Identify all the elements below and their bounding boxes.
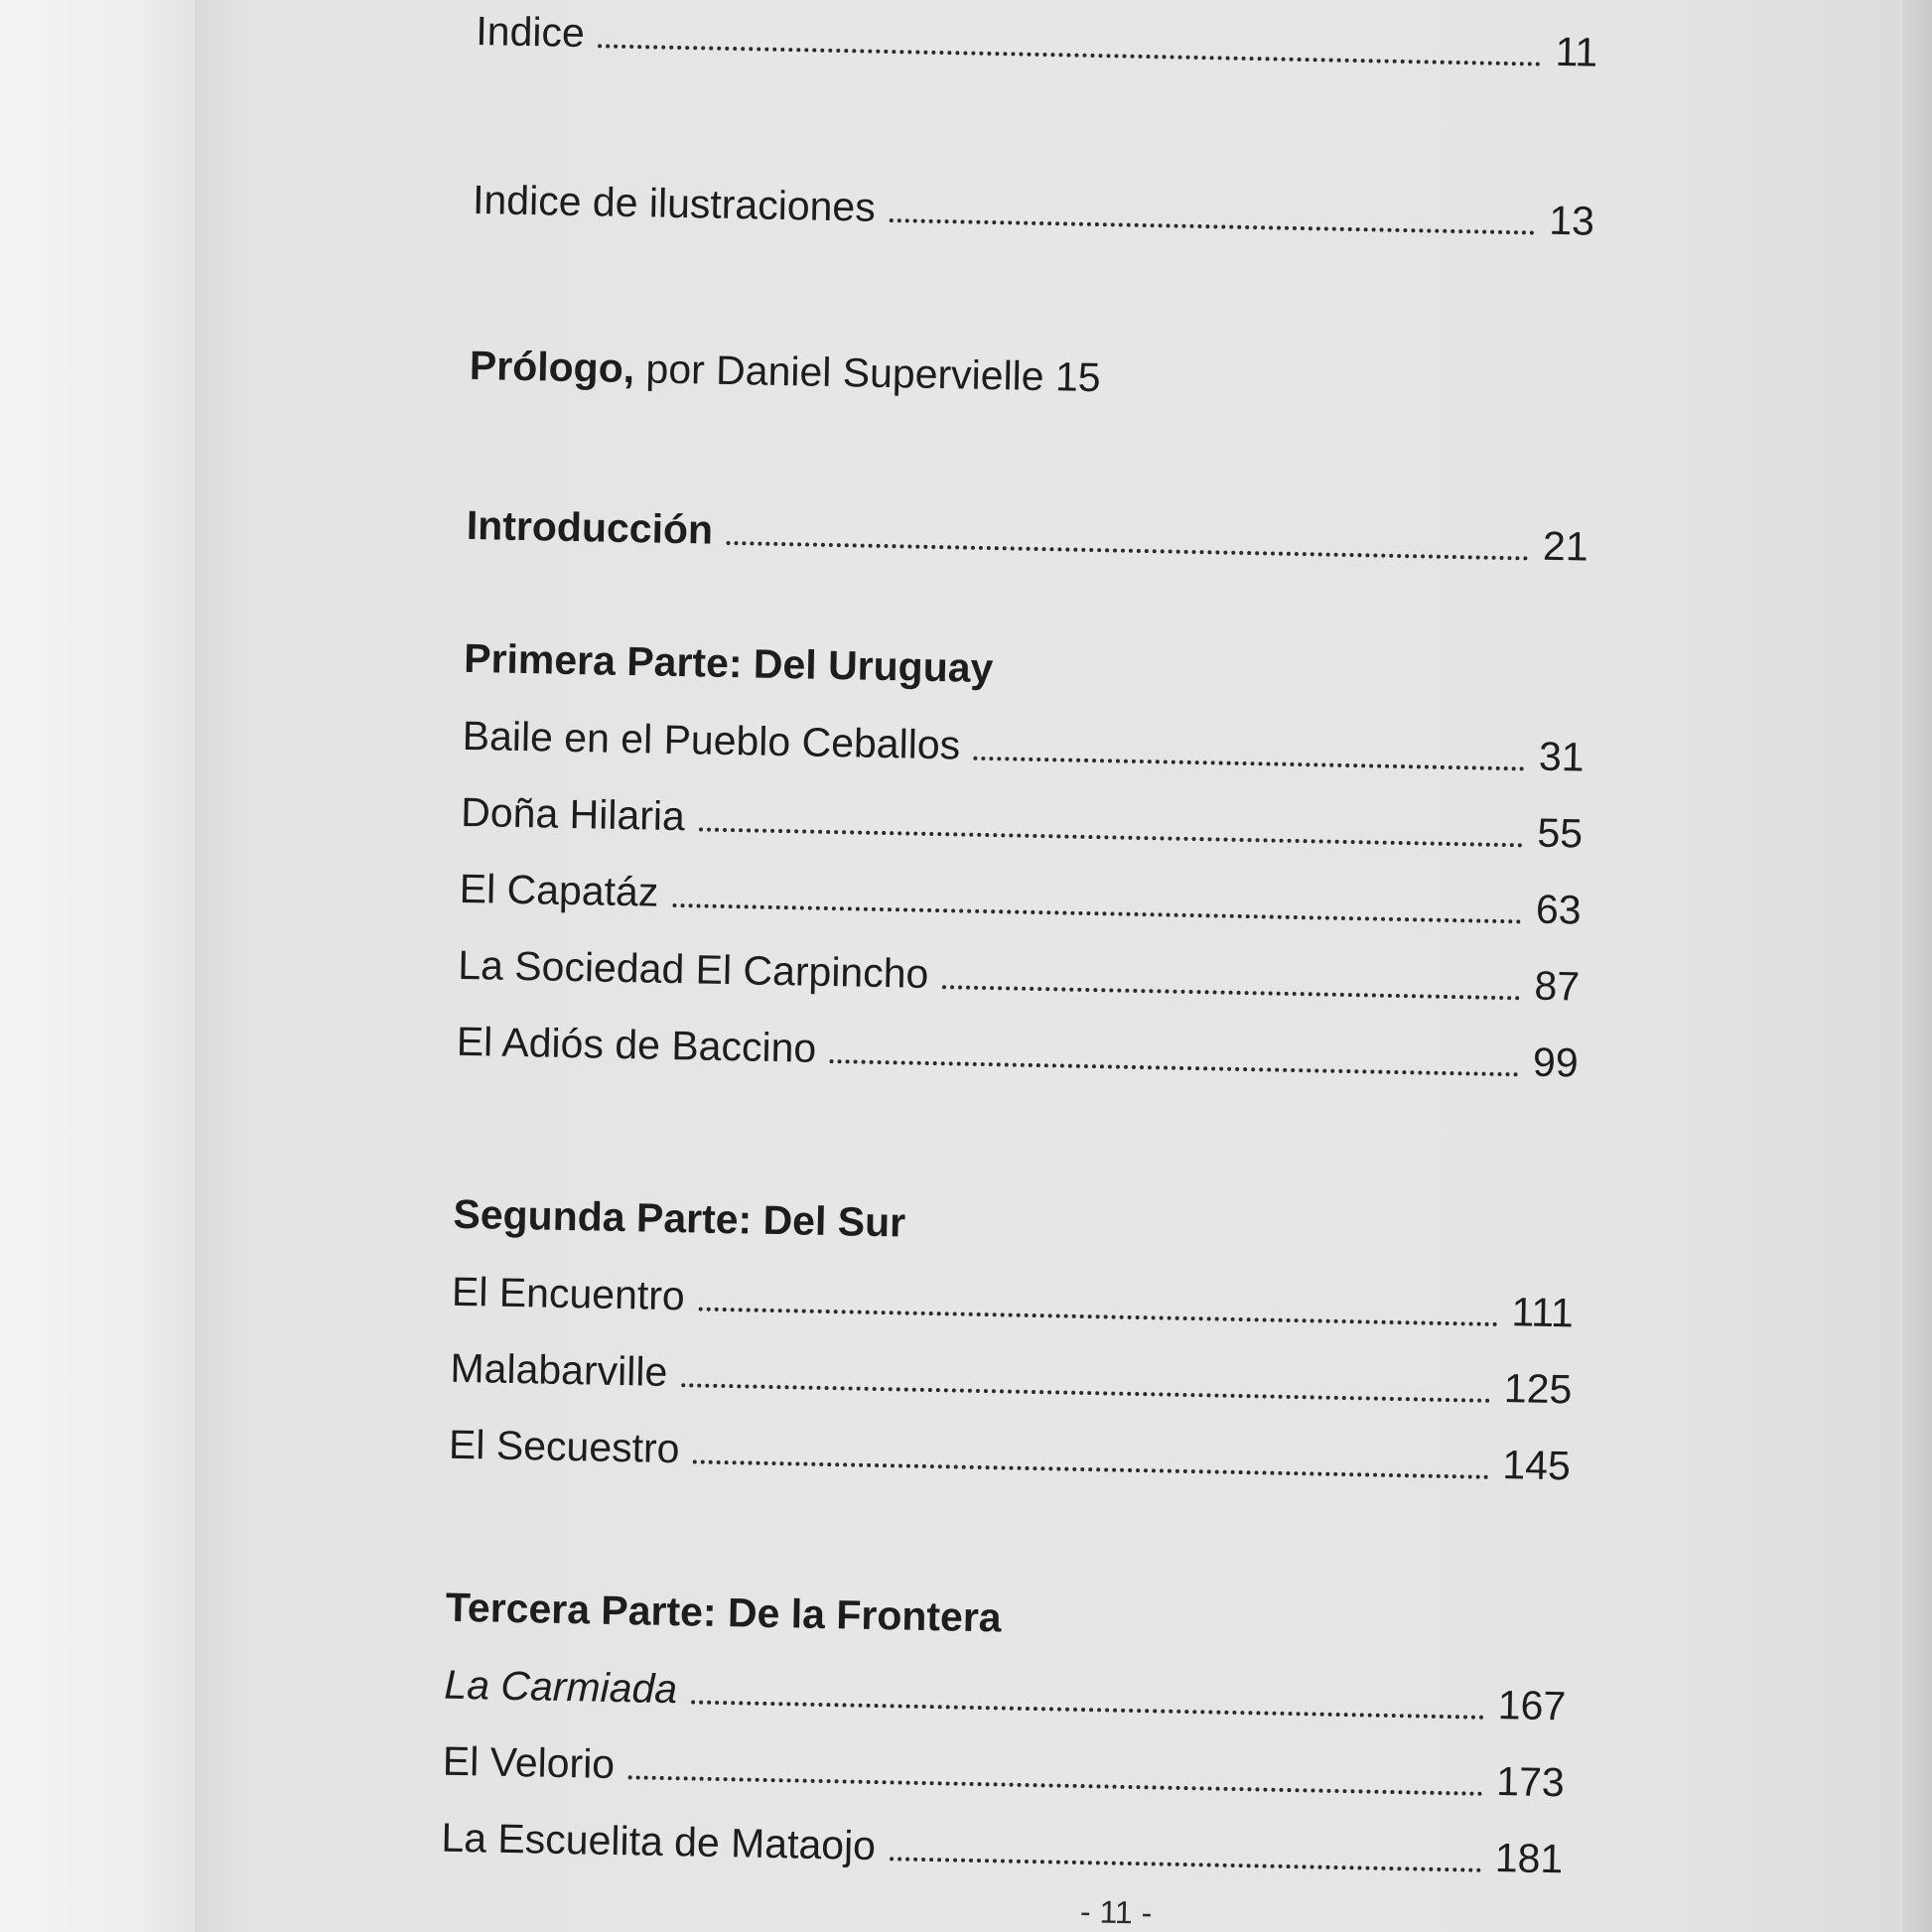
toc-entry-title: El Adiós de Baccino — [456, 1018, 817, 1071]
section-heading-segunda-parte: Segunda Parte: Del Sur — [453, 1190, 906, 1246]
toc-entry-title: La Escuelita de Mataojo — [441, 1814, 877, 1869]
toc-entry-page: 31 — [1538, 733, 1586, 780]
page-number: - 11 - — [1079, 1893, 1153, 1931]
toc-entry-page: 55 — [1537, 809, 1584, 857]
prologo-title: Prólogo, — [469, 342, 635, 392]
toc-entry-title: La Carmiada — [443, 1661, 678, 1713]
toc-entry-page: 11 — [1555, 28, 1598, 75]
toc-entry-title: Introducción — [466, 501, 714, 553]
toc-entry-page: 87 — [1534, 962, 1581, 1010]
toc-entry-page: 125 — [1503, 1365, 1573, 1413]
toc-entry-title: Indice — [475, 7, 586, 57]
page-edge-shadow — [1902, 0, 1932, 1932]
toc-entry-page: 111 — [1511, 1289, 1575, 1336]
toc-entry-page: 21 — [1542, 522, 1589, 570]
toc-entry-title: Baile en el Pueblo Ceballos — [462, 712, 961, 768]
toc-entry-title: Indice de ilustraciones — [472, 176, 877, 230]
facing-page-edge — [0, 0, 199, 1932]
toc-entry-title: El Encuentro — [451, 1268, 686, 1319]
toc-entry-title: Malabarville — [450, 1344, 668, 1395]
section-heading-tercera-parte: Tercera Parte: De la Frontera — [445, 1584, 1003, 1641]
toc-entry-title: El Capatáz — [459, 865, 659, 915]
toc-entry-title: El Secuestro — [448, 1421, 680, 1472]
toc-entry-title: La Sociedad El Carpincho — [457, 941, 929, 997]
prologo-author-page: por Daniel Supervielle 15 — [633, 345, 1102, 401]
toc-entry-page: 167 — [1497, 1682, 1567, 1729]
toc-entry-page: 63 — [1535, 886, 1583, 933]
section-heading-primera-parte: Primera Parte: Del Uruguay — [463, 634, 994, 692]
toc-entry-page: 173 — [1495, 1758, 1566, 1806]
toc-entry-title: El Velorio — [442, 1737, 616, 1787]
toc-entry-page: 181 — [1494, 1835, 1564, 1882]
toc-entry-title: Doña Hilaria — [460, 788, 686, 840]
toc-entry-page: 99 — [1532, 1038, 1580, 1086]
toc-entry-page: 13 — [1548, 197, 1595, 244]
toc-entry-page: 145 — [1502, 1442, 1572, 1489]
